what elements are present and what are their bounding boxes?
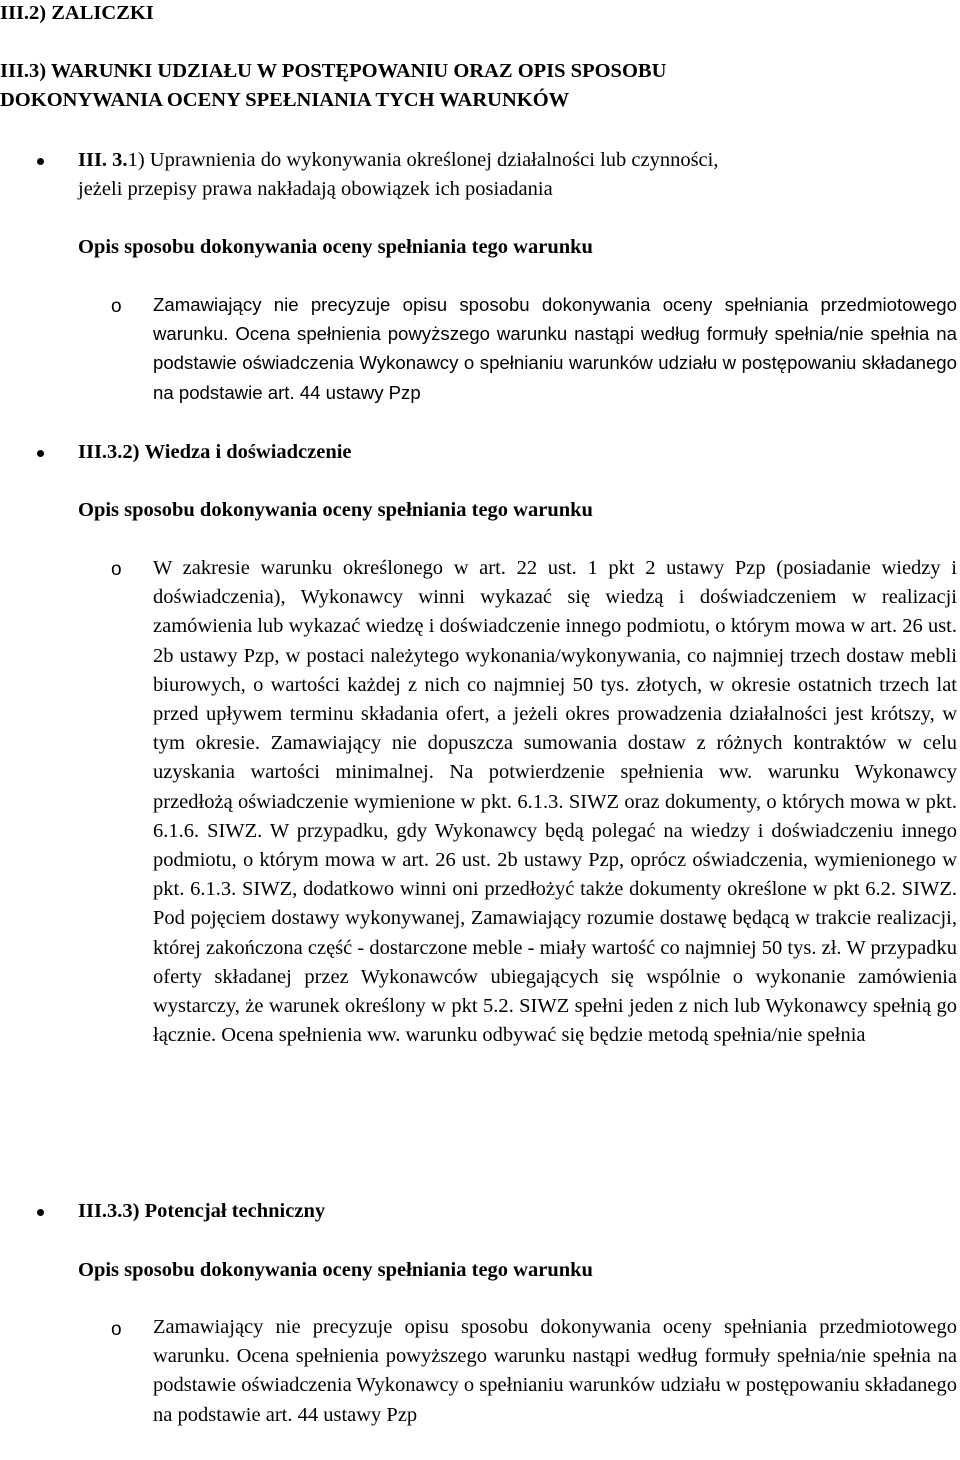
item-1-title-line2: jeżeli przepisy prawa nakładają obowiązek ich posiadania [78,178,553,200]
item-2-description: W zakresie warunku określonego w art. 22 ust. 1 pkt 2 ustawy Pzp (posiadanie wiedzy i doświadczenia), Wykonawcy winni wykazać się wiedzą i doświadczeniem w realizacji zamówienia lub wykazać wiedzę i doświadczenie innego podmiotu, o którym mowa w art. 26 ust. 2b ustawy Pzp, w postaci należytego wykonania/wykonywania, co najmniej trzech dostaw mebli biurowych, o wartości każdej z nich co najmniej 50 tys. złotych, w okresie ostatnich trzech lat przed upływem terminu składania ofert, a jeżeli okres prowadzenia działalności jest krótszy, w tym okresie. Zamawiający nie dopuszcza sumowania dostaw z różnych kontraktów w celu uzyskania wartości minimalnej. Na potwierdzenie spełnienia ww. warunku Wykonawcy przedłożą oświadczenie wymienione w pkt. 6.1.3. SIWZ oraz dokumenty, o których mowa w pkt. 6.1.6. SIWZ. W przypadku, gdy Wykonawcy będą polegać na wiedzy i doświadczeniu innego podmiotu, o którym mowa w art. 26 ust. 2b ustawy Pzp, oprócz oświadczenia, wymienionego w pkt. 6.1.3. SIWZ, dodatkowo winni oni przedłożyć także dokumenty określone w pkt 6.2. SIWZ. Pod pojęciem dostawy wykonywanej, Zamawiający rozumie dostawę będącą w trakcie realizacji, której zakończona część - dostarczone meble - miały wartość co najmniej 50 tys. zł. W przypadku oferty składanej przez Wykonawców ubiegających się wspólnie o wykonanie zamówienia wystarczy, że warunek określony w pkt 5.2. SIWZ spełni jeden z nich lub Wykonawcy spełnią go łącznie. Ocena spełnienia ww. warunku odbywać się będzie metodą spełnia/nie spełnia [153,557,957,1047]
sub-bullet-icon: o [111,1319,122,1340]
item-1-title-line1 [78,150,718,171]
item-2-title-text: Wiedza i doświadczenie [144,441,352,463]
item-1-description: Zamawiający nie precyzuje opisu sposobu dokonywania oceny spełniania przedmiotowego warunku. Ocena spełnienia powyższego warunku nastąpi według formuły spełnia/nie spełnia na podstawie oświadczenia Wykonawcy o spełnianiu warunków udziału w postępowaniu składanego na podstawie art. 44 ustawy Pzp [153,294,957,403]
item-3-description: Zamawiający nie precyzuje opisu sposobu dokonywania oceny spełniania przedmiotowego warunku. Ocena spełnienia powyższego warunku nastąpi według formuły spełnia/nie spełnia na podstawie oświadczenia Wykonawcy o spełnianiu warunków udziału w postępowaniu składanego na podstawie art. 44 ustawy Pzp [153,1316,957,1426]
item-1-opis-heading: Opis sposobu dokonywania oceny spełniania tego warunku [78,236,593,258]
item-3-title [78,1201,325,1222]
item-2-opis-heading: Opis sposobu dokonywania oceny spełniania tego warunku [78,499,593,521]
sub-bullet-icon: o [111,559,122,580]
item-3-opis-heading: Opis sposobu dokonywania oceny spełniania tego warunku [78,1259,593,1281]
bullet-icon [37,158,44,165]
item-3-title-number: III.3.3) [78,1200,140,1222]
item-1-title-text: 1) Uprawnienia do wykonywania określonej działalności lub czynności, [127,149,719,171]
bullet-icon [37,450,44,457]
section-heading-warunki-line2: DOKONYWANIA OCENY SPEŁNIANIA TYCH WARUNKÓW [0,89,570,111]
bullet-icon [37,1209,44,1216]
sub-bullet-icon: o [111,296,122,317]
section-heading-zaliczki: III.2) ZALICZKI [0,2,154,24]
section-heading-warunki-line1: III.3) WARUNKI UDZIAŁU W POSTĘPOWANIU ORAZ OPIS SPOSOBU [0,60,667,82]
item-2-title [78,442,352,463]
item-2-title-number: III.3.2) [78,441,140,463]
item-1-prefix: III. 3. [78,149,128,171]
item-3-title-text: Potencjał techniczny [144,1200,326,1222]
